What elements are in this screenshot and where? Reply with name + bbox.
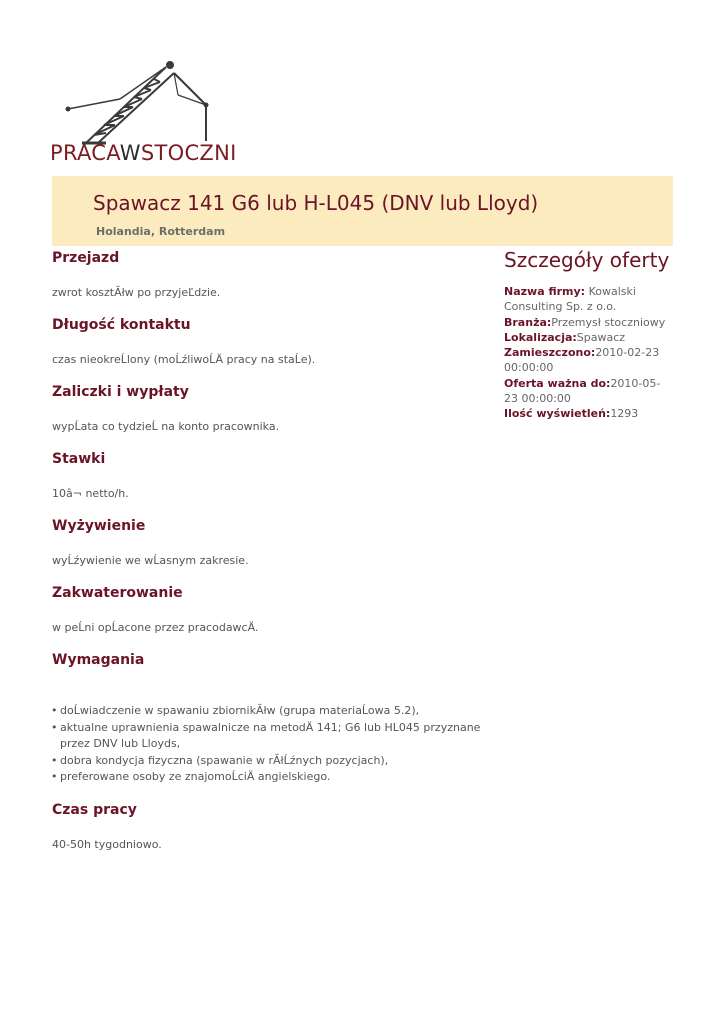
section-text-dlugosc-kontaktu: czas nieokreĹlony (moĹźliwoĹÄ pracy na staĹe).: [52, 353, 316, 366]
detail-views-label: Ilość wyświetleń:: [504, 407, 611, 421]
detail-localization-value: Spawacz: [576, 330, 626, 344]
crane-icon: [58, 55, 218, 145]
job-title: Spawacz 141 G6 lub H-L045 (DNV lub Lloyd): [93, 191, 539, 215]
detail-views: [504, 406, 674, 421]
offer-details-title: Szczegóły oferty: [504, 248, 670, 272]
detail-company-label: Nazwa firmy:: [504, 285, 586, 298]
list-item: • aktualne uprawnienia spawalnicze na metodÄ 141; G6 lub HL045 przyznane przez DNV lub Lloyds,: [52, 720, 502, 753]
detail-valid-until: [504, 376, 674, 407]
job-description: [52, 250, 502, 869]
list-item: • dobra kondycja fizyczna (spawanie w rĂłĹźnych pozycjach),: [52, 753, 502, 770]
offer-details: [504, 248, 674, 422]
section-title-wyzywienie: Wyżywienie: [52, 518, 146, 534]
section-text-stawki: 10â¬ netto/h.: [52, 487, 129, 500]
job-location: Holandia, Rotterdam: [96, 225, 226, 238]
section-title-czas-pracy: Czas pracy: [52, 801, 137, 818]
requirements-list: [52, 703, 502, 786]
section-title-zakwaterowanie: Zakwaterowanie: [52, 585, 183, 601]
detail-valid-label: Oferta ważna do:: [504, 376, 611, 390]
detail-branch-value: Przemysł stoczniowy: [551, 315, 666, 329]
section-title-stawki: Stawki: [52, 451, 106, 467]
detail-posted-label: Zamieszczono:: [504, 346, 596, 360]
section-text-zaliczki: wypĹata co tydzieĹ na konto pracownika.: [52, 420, 280, 433]
section-text-zakwaterowanie: w peĹni opĹacone przez pracodawcÄ.: [52, 621, 259, 634]
detail-valid-value: 2010-05-23 00:00:00: [504, 376, 661, 406]
section-title-wymagania: Wymagania: [52, 652, 145, 668]
job-header: [52, 176, 673, 246]
logo-text-part2: W: [119, 141, 141, 165]
logo-text-part1: PRACA: [50, 141, 120, 165]
detail-company: [504, 284, 674, 315]
logo-wordmark: [50, 141, 237, 165]
section-title-dlugosc-kontaktu: Długość kontaktu: [52, 317, 191, 333]
detail-localization: [504, 330, 674, 345]
detail-branch-label: Branża:: [504, 315, 552, 329]
detail-views-value: 1293: [610, 407, 639, 421]
section-text-czas-pracy: 40-50h tygodniowo.: [52, 837, 162, 851]
detail-posted: [504, 345, 674, 376]
detail-company-value: Kowalski Consulting Sp. z o.o.: [504, 285, 636, 314]
section-title-zaliczki: Zaliczki i wypłaty: [52, 384, 189, 400]
list-item: • preferowane osoby ze znajomoĹciÄ angielskiego.: [52, 769, 502, 786]
detail-posted-value: 2010-02-23 00:00:00: [504, 346, 660, 375]
list-item: • doĹwiadczenie w spawaniu zbiornikĂłw (grupa materiaĹowa 5.2),: [52, 703, 502, 720]
detail-branch: [504, 315, 674, 330]
section-title-przejazd: Przejazd: [52, 250, 120, 266]
logo-text-part3: STOCZNI: [140, 141, 237, 165]
detail-localization-label: Lokalizacja:: [504, 330, 577, 344]
site-logo[interactable]: [48, 55, 238, 167]
section-text-wyzywienie: wyĹźywienie we wĹasnym zakresie.: [52, 554, 249, 567]
section-text-przejazd: zwrot kosztĂłw po przyjeĽdzie.: [52, 286, 221, 299]
